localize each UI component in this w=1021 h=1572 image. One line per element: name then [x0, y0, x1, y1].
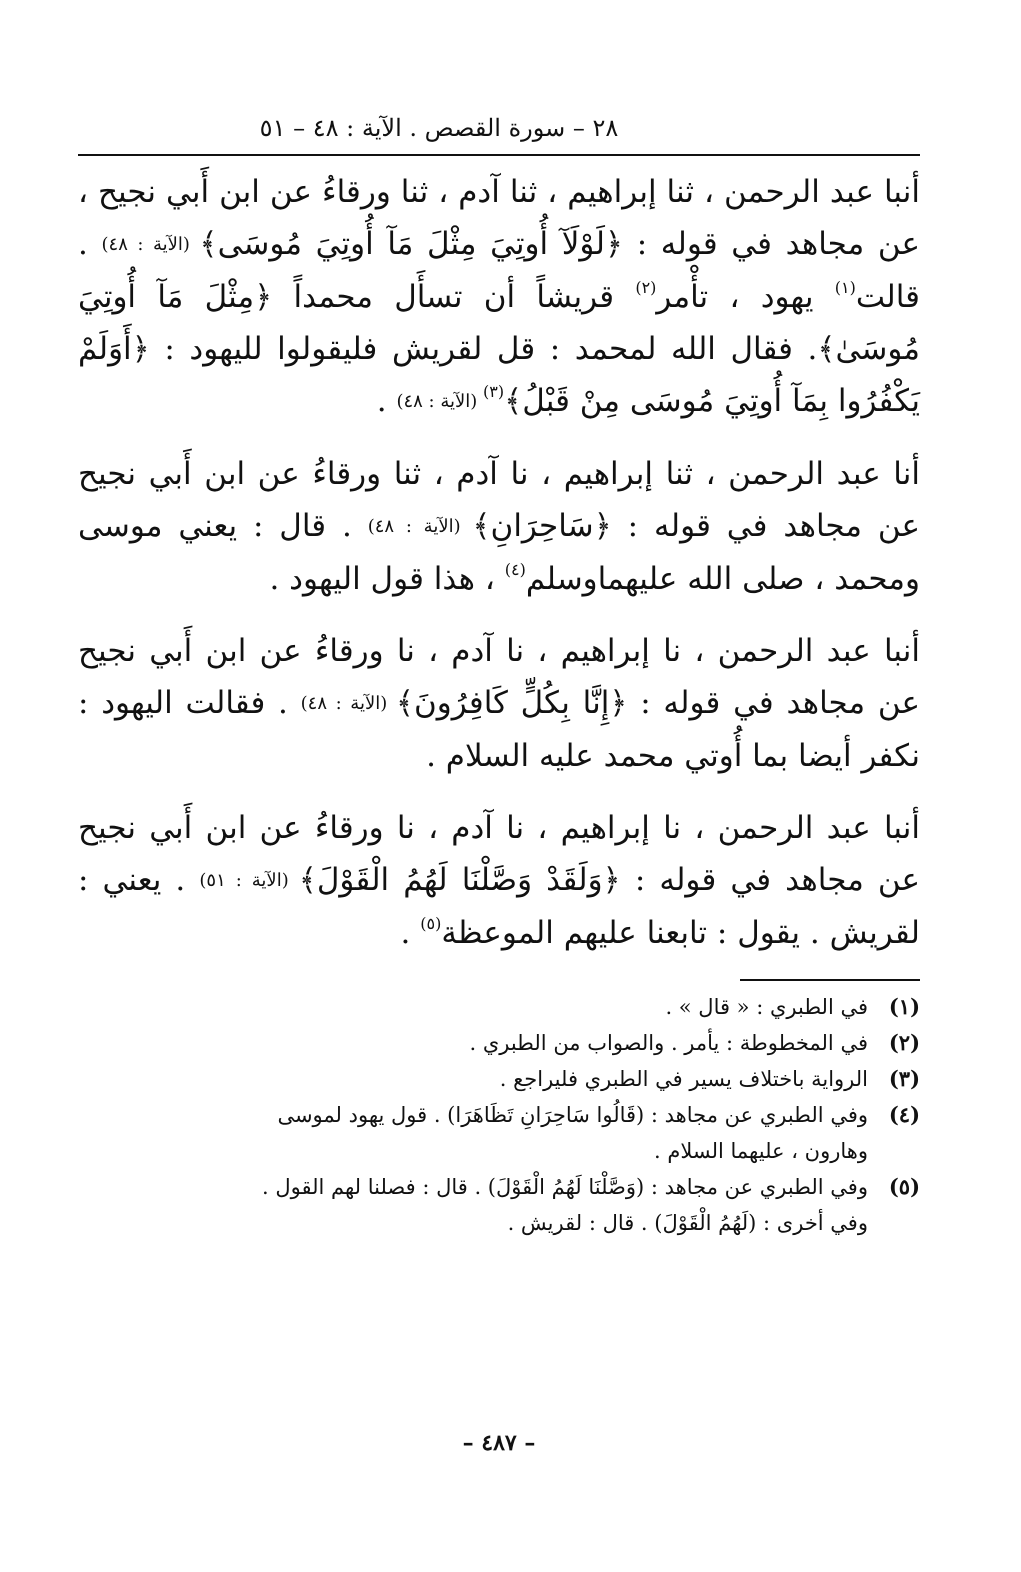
- footnote-number: (٤): [888, 1102, 920, 1127]
- footnote-text: وفي الطبري عن مجاهد : (قَالُوا سَاحِرَانِ تَظَاهَرَا) . قول يهود لموسى: [277, 1103, 868, 1127]
- paragraph: [78, 448, 920, 605]
- text-segment: أنبا عبد الرحمن ، نا إبراهيم ، نا آدم ، نا ورقاءُ عن ابن أَبي نجيح عن مجاهد في قوله :: [78, 633, 920, 721]
- text-segment: . فقالت اليهود : نكفر أيضا بما أُوتي محمد عليه السلام .: [78, 685, 920, 774]
- footnote: [78, 1061, 920, 1097]
- text-segment: . قال : يعني موسى ومحمد ، صلى الله عليهماوسلم: [78, 508, 920, 597]
- footnote-marker: (٤): [504, 560, 526, 579]
- text-segment: . يعني : لقريش . يقول : تابعنا عليهم الموعظة: [78, 862, 920, 951]
- footnote: [78, 989, 920, 1025]
- header-rule: [78, 154, 920, 156]
- page-number: – ٤٨٧ –: [462, 1430, 536, 1456]
- text-segment: يهود ، تأْمر: [656, 279, 835, 315]
- paragraph: [78, 166, 920, 428]
- footnote-number: (١): [888, 994, 920, 1019]
- footnote-text: وفي أخرى : (لَهُمُ الْقَوْلَ) . قال : لقريش .: [507, 1211, 868, 1235]
- text-segment: . قالت: [78, 226, 920, 315]
- footnote-number: (٢): [888, 1030, 920, 1055]
- quran-verse: ﴿مِثْلَ مَآ أُوتِيَ مُوسَىٰ﴾: [78, 279, 920, 367]
- text-segment: أنبا عبد الرحمن ، نا إبراهيم ، نا آدم ، نا ورقاءُ عن ابن أَبي نجيح عن مجاهد في قوله :: [78, 810, 921, 898]
- text-segment: ، هذا قول اليهود .: [269, 561, 505, 597]
- verse-reference: (الآية : ٤٨): [367, 516, 473, 537]
- footnote-text: وفي الطبري عن مجاهد : (وَصَّلْنَا لَهُمُ الْقَوْلَ) . قال : فصلنا لهم القول .: [262, 1175, 868, 1199]
- footnote-marker: (٣): [483, 382, 505, 401]
- quran-verse: ﴿إِنَّا بِكُلٍّ كَافِرُونَ﴾: [395, 685, 628, 721]
- footnote-text: الرواية باختلاف يسير في الطبري فليراجع .: [499, 1067, 868, 1091]
- footnote: [78, 1025, 920, 1061]
- paragraph: [78, 802, 920, 959]
- text-segment: .: [376, 383, 397, 419]
- verse-reference: (الآية : ٤٨): [396, 391, 484, 412]
- verse-reference: (الآية : ٥١): [199, 870, 299, 891]
- quran-verse: ﴿لَوْلَآ أُوتِيَ مِثْلَ مَآ أُوتِيَ مُوسَى﴾: [199, 226, 624, 262]
- body-text: [78, 166, 920, 959]
- footnotes: [78, 989, 920, 1241]
- footnote: [78, 1169, 920, 1241]
- quran-verse: ﴿أَوَلَمْ يَكْفُرُوا بِمَآ أُوتِيَ مُوسَى مِنْ قَبْلُ﴾: [78, 331, 920, 419]
- verse-reference: (الآية : ٤٨): [101, 234, 200, 255]
- verse-reference: (الآية : ٤٨): [300, 693, 396, 714]
- footnote-marker: (٥): [420, 914, 442, 933]
- footnote-number: (٣): [888, 1066, 920, 1091]
- footnote-text: في المخطوطة : يأمر . والصواب من الطبري .: [469, 1031, 868, 1055]
- text-segment: .: [400, 915, 421, 951]
- paragraph: [78, 625, 920, 782]
- footnote-number: (٥): [888, 1174, 920, 1199]
- footnote-text: وهارون ، عليهما السلام .: [653, 1139, 868, 1163]
- text-segment: أنا عبد الرحمن ، ثنا إبراهيم ، نا آدم ، ثنا ورقاءُ عن ابن أَبي نجيح عن مجاهد في قوله :: [78, 456, 920, 544]
- footnote-marker: (١): [834, 278, 856, 297]
- footnote-text: في الطبري : « قال » .: [665, 995, 868, 1019]
- quran-verse: ﴿وَلَقَدْ وَصَّلْنَا لَهُمُ الْقَوْلَ﴾: [298, 862, 621, 898]
- footnote: [78, 1097, 920, 1169]
- text-segment: أنبا عبد الرحمن ، ثنا إبراهيم ، ثنا آدم ، ثنا ورقاءُ عن ابن أَبي نجيح ، عن مجاهد في قوله :: [78, 174, 921, 262]
- page: [78, 110, 920, 1530]
- footnote-rule: [740, 979, 920, 981]
- quran-verse: ﴿سَاحِرَانِ﴾: [472, 508, 612, 544]
- text-segment: قريشاً أن تسأَل محمداً: [272, 279, 636, 315]
- running-head: ٢٨ – سورة القصص . الآية : ٤٨ – ٥١: [259, 114, 619, 142]
- footnote-marker: (٢): [635, 278, 657, 297]
- text-segment: . فقال الله لمحمد : قل لقريش فليقولوا لليهود :: [149, 331, 818, 367]
